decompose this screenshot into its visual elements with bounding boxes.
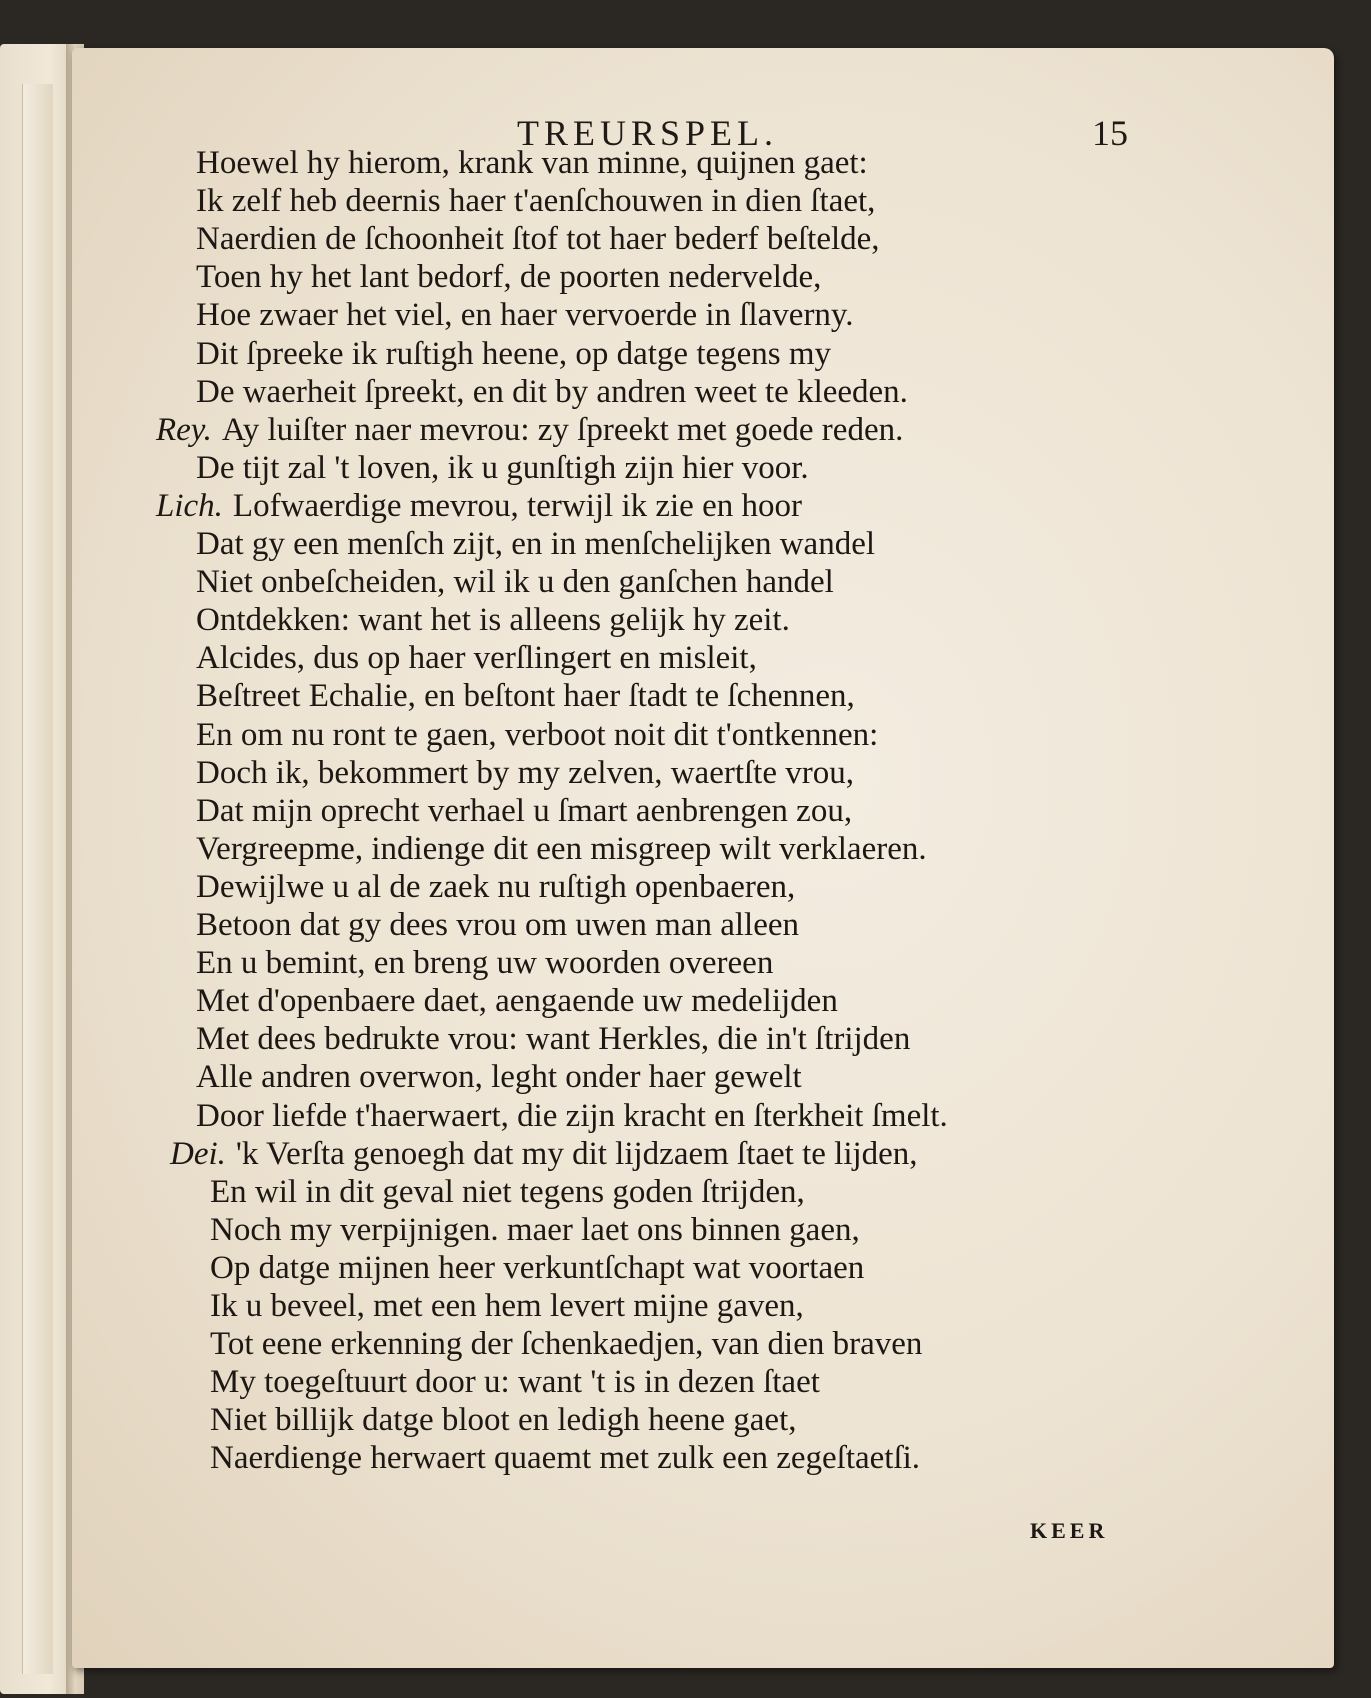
verse-text-line: Dat mijn oprecht verhael u ſmart aenbrengen zou, <box>196 792 853 829</box>
left-page-edge <box>22 84 53 1674</box>
verse-line <box>196 449 809 487</box>
speaker-name: Lich. <box>156 487 223 524</box>
verse-line <box>196 144 868 182</box>
verse-text-line: Beſtreet Echalie, en beſtont haer ſtadt te ſchennen, <box>196 678 855 715</box>
verse-text-line: En wil in dit geval niet tegens goden ſtrijden, <box>210 1173 805 1210</box>
verse-line <box>196 296 854 334</box>
verse-text-line: Alcides, dus op haer verſlingert en misleit, <box>196 640 757 677</box>
verse-text-line: Hoe zwaer het viel, en haer vervoerde in ſlaverny. <box>196 297 854 334</box>
verse-line <box>196 258 821 296</box>
verse-line <box>196 906 799 944</box>
verse-text-line: Op datge mijnen heer verkuntſchapt wat voortaen <box>210 1249 865 1286</box>
verse-text-line: De tijt zal 't loven, ik u gunſtigh zijn hier voor. <box>196 449 809 486</box>
verse-text-line: Lofwaerdige mevrou, terwijl ik zie en hoor <box>232 487 802 524</box>
verse-line <box>196 1097 948 1135</box>
speaker-name: Dei. <box>170 1135 226 1172</box>
verse-line <box>196 754 854 792</box>
verse-line <box>196 1058 802 1096</box>
verse-line <box>196 868 795 906</box>
verse-text-line: Toen hy het lant bedorf, de poorten nedervelde, <box>196 259 822 296</box>
verse-line <box>210 1325 922 1363</box>
verse-text-line: Naerdien de ſchoonheit ſtof tot haer bederf beſtelde, <box>196 221 880 258</box>
verse-text-line: Dat gy een menſch zijt, en in menſchelijken wandel <box>196 526 876 562</box>
verse-line <box>196 830 927 868</box>
verse-line <box>210 1439 920 1477</box>
catchword: KEER <box>1030 1518 1109 1543</box>
verse-line <box>210 1363 820 1401</box>
verse-text-line: Doch ik, bekommert by my zelven, waertſte vrou, <box>196 754 854 791</box>
verse-line <box>210 1211 860 1249</box>
page-number: 15 <box>1092 113 1128 153</box>
speaker-name: Rey. <box>156 411 212 448</box>
verse-line <box>196 639 757 677</box>
verse-line <box>196 220 880 258</box>
verse-line <box>196 563 834 601</box>
verse-text-line: My toegeſtuurt door u: want 't is in dezen ſtaet <box>210 1364 820 1401</box>
running-title: TREURSPEL. <box>517 113 779 153</box>
verse-line <box>210 1401 797 1439</box>
verse-line <box>196 944 773 982</box>
verse-line <box>196 716 878 754</box>
verse-line <box>196 182 875 220</box>
verse-text-line: Met dees bedrukte vrou: want Herkles, die in't ſtrijden <box>196 1021 911 1058</box>
verse-text-line: Tot eene erkenning der ſchenkaedjen, van dien braven <box>210 1326 923 1363</box>
verse-text-line: Niet billijk datge bloot en ledigh heene gaet, <box>210 1402 797 1439</box>
verse-line <box>210 1249 864 1287</box>
verse-text-line: 'k Verſta genoegh dat my dit lijdzaem ſtaet te lijden, <box>235 1135 918 1172</box>
verse-line <box>196 601 790 639</box>
verse-text-line: Betoon dat gy dees vrou om uwen man alleen <box>196 907 800 943</box>
verse-line <box>196 792 852 830</box>
verse-text-line: Door liefde t'haerwaert, die zijn kracht en ſterkheit ſmelt. <box>196 1097 948 1134</box>
verse-line <box>196 525 875 563</box>
verse-text-line: Noch my verpijnigen. maer laet ons binnen gaen, <box>210 1211 860 1248</box>
verse-line <box>196 982 838 1020</box>
verse-line <box>196 1020 910 1058</box>
verse-text-line: Niet onbeſcheiden, wil ik u den ganſchen handel <box>196 564 834 601</box>
speaker-line <box>156 411 903 449</box>
verse-text-line: Ik zelf heb deernis haer t'aenſchouwen in dien ſtaet, <box>196 183 876 220</box>
verse-text-line: De waerheit ſpreekt, en dit by andren weet te kleeden. <box>196 373 908 410</box>
verse-text-line: Dewijlwe u al de zaek nu ruſtigh openbaeren, <box>196 868 796 905</box>
verse-text-line: Dit ſpreeke ik ruſtigh heene, op datge tegens my <box>196 335 832 372</box>
speaker-line <box>170 1135 918 1173</box>
verse-text-line: Ay luiſter naer mevrou: zy ſpreekt met goede reden. <box>221 411 904 448</box>
verse-text-line: Vergreepme, indienge dit een misgreep wilt verklaeren. <box>196 830 927 867</box>
verse-text-line: Naerdienge herwaert quaemt met zulk een zegeſtaetſi. <box>210 1440 921 1477</box>
verse-text-line: Ontdekken: want het is alleens gelijk hy zeit. <box>196 602 790 639</box>
verse-text-line: Ik u beveel, met een hem levert mijne gaven, <box>210 1288 804 1324</box>
verse-line <box>196 677 855 715</box>
verse-text-line: En u bemint, en breng uw woorden overeen <box>196 945 774 982</box>
verse-text-line: Hoewel hy hierom, krank van minne, quijnen gaet: <box>196 145 868 181</box>
verse-line <box>210 1173 805 1211</box>
verse-text-line: Met d'openbaere daet, aengaende uw medelijden <box>196 983 838 1020</box>
speaker-line <box>156 487 802 525</box>
book-page <box>72 48 1334 1668</box>
verse-line <box>196 335 831 373</box>
verse-line <box>196 373 908 411</box>
verse-text-line: Alle andren overwon, leght onder haer gewelt <box>196 1059 802 1096</box>
verse-text-line: En om nu ront te gaen, verboot noit dit t'ontkennen: <box>196 716 879 753</box>
verse-line <box>210 1287 804 1325</box>
